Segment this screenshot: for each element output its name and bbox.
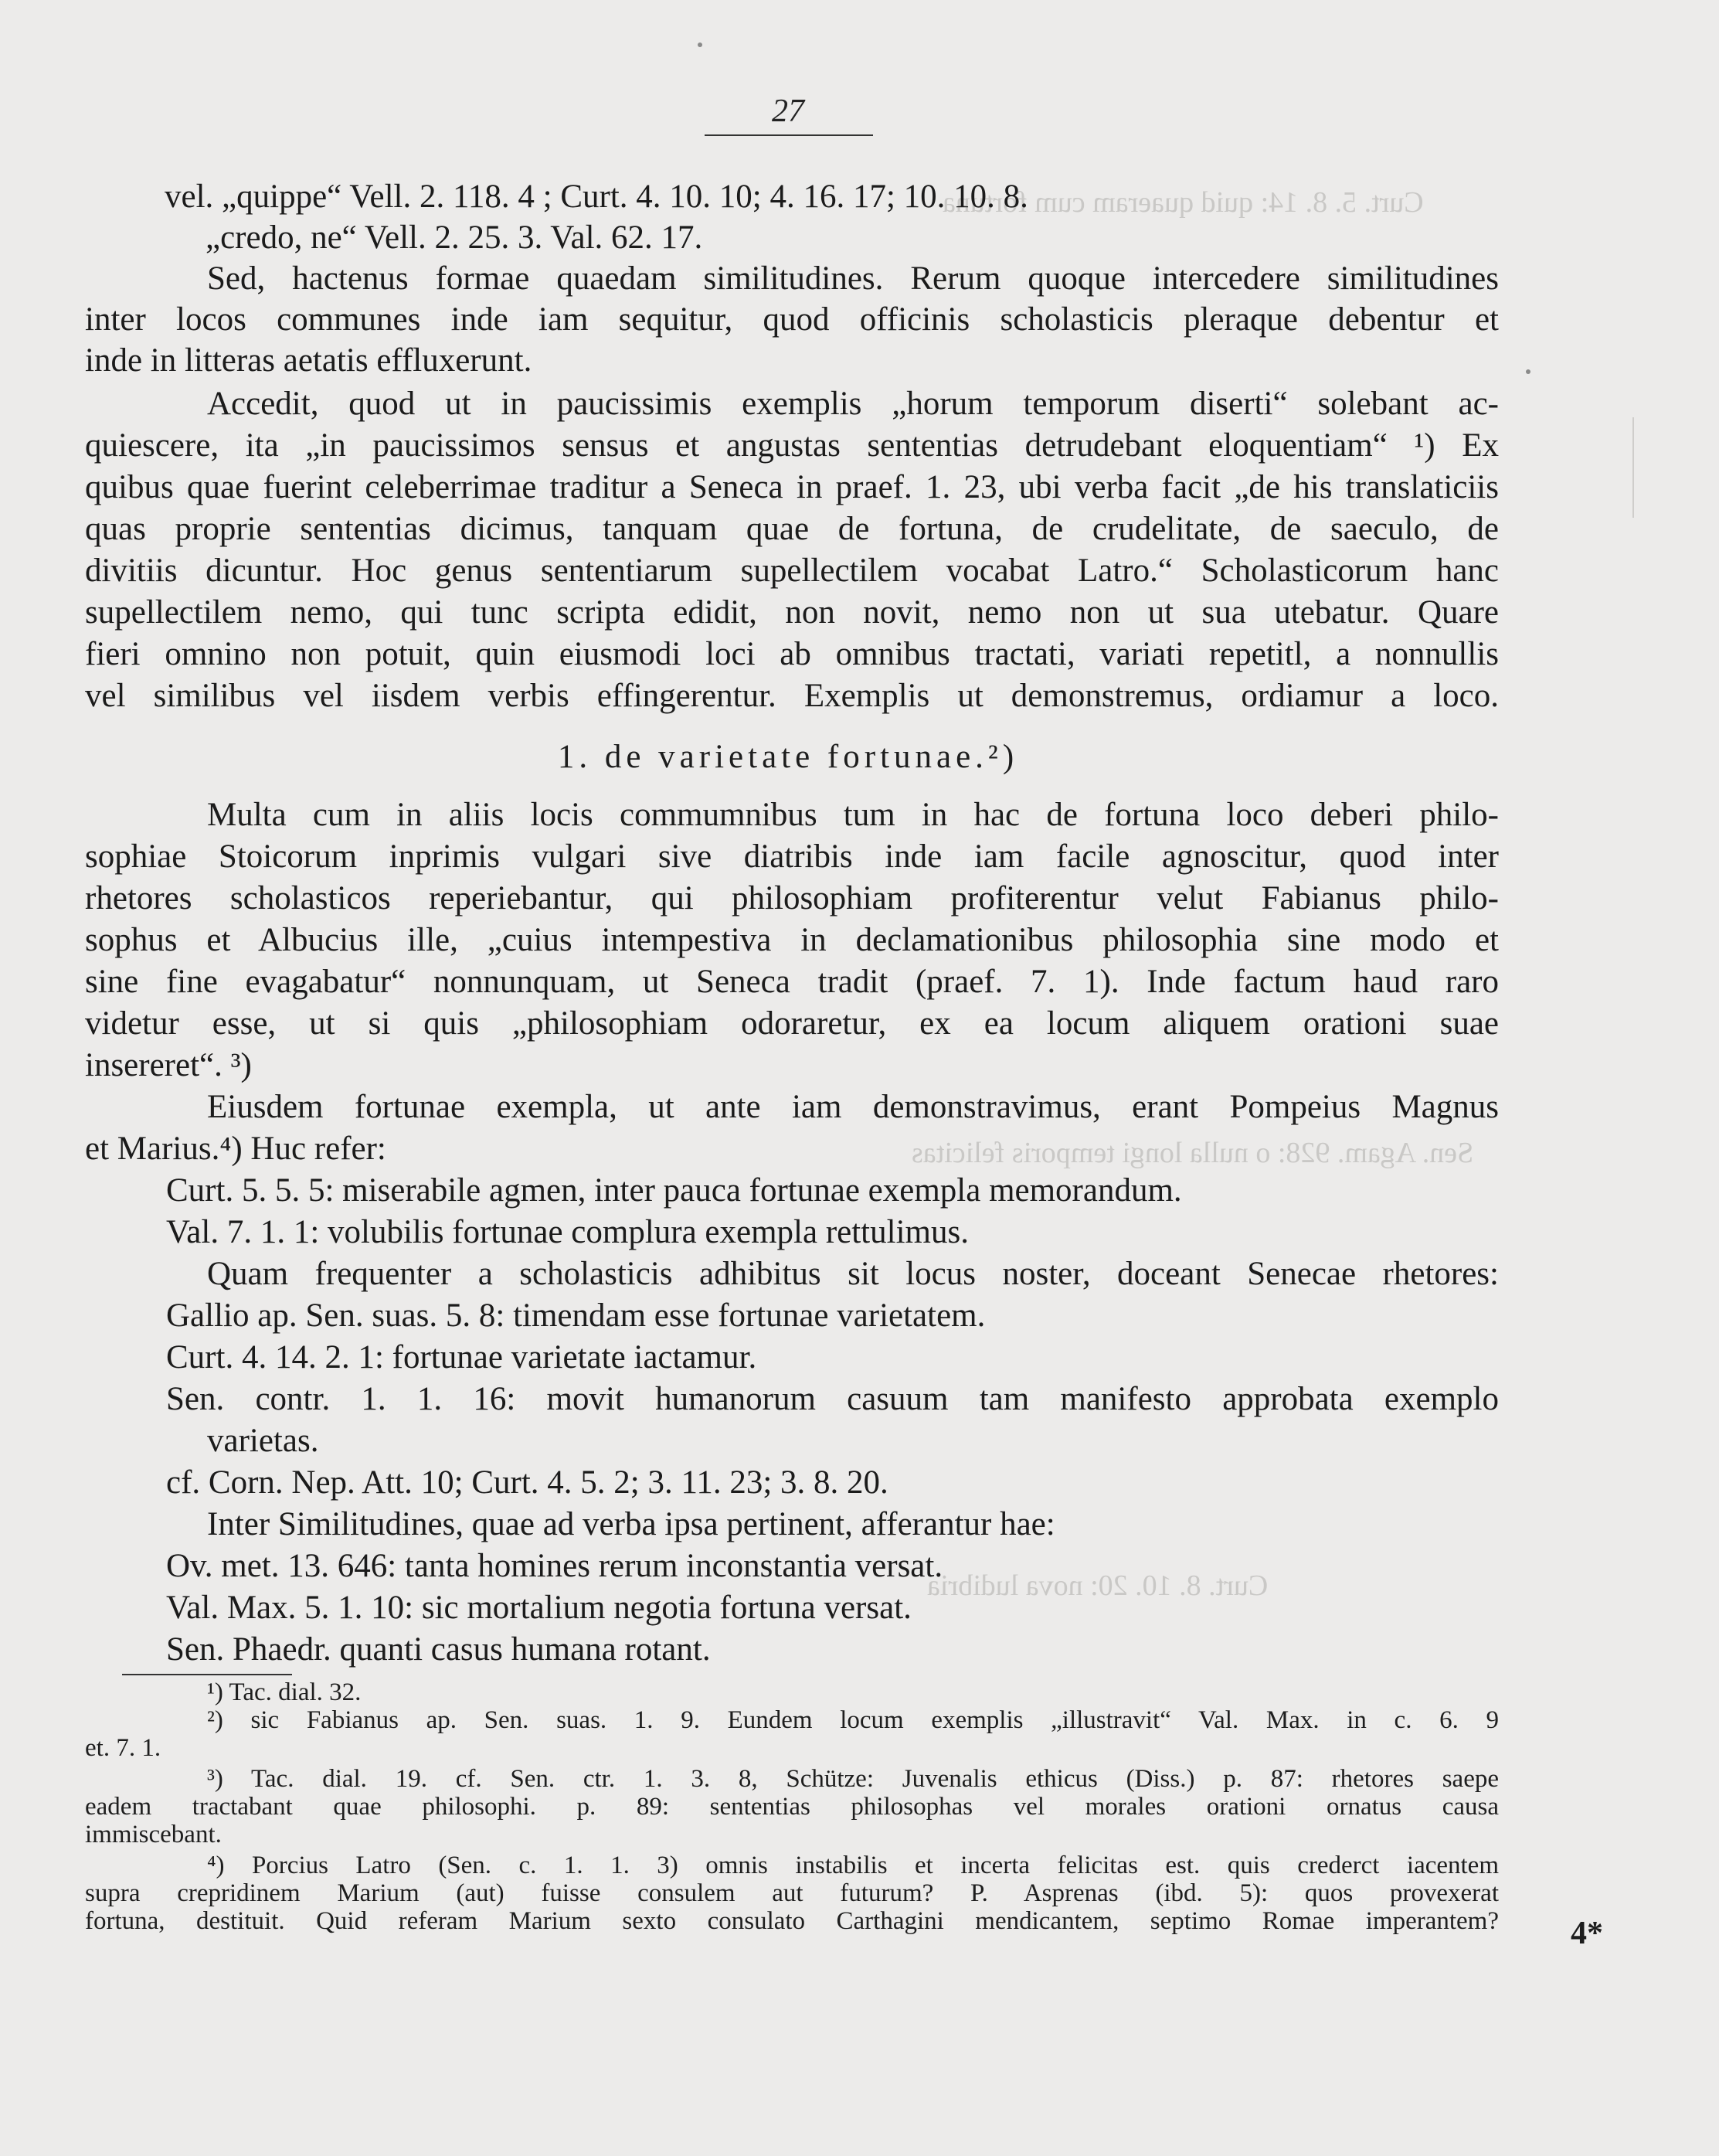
section-heading: 1. de varietate fortunae.²) xyxy=(557,739,1019,775)
text-line: inter locos communes inde iam sequitur, quod officinis scholasticis pleraque debentur et xyxy=(85,301,1499,338)
text-line: vel. „quippe“ Vell. 2. 118. 4 ; Curt. 4. 10. 10; 4. 16. 17; 10. 10. 8. xyxy=(165,179,1028,215)
text-line: videtur esse, ut si quis „philosophiam odoraretur, ex ea locum aliquem orationi suae xyxy=(85,1005,1499,1042)
footnote-line: supra crepridinem Marium (aut) fuisse consulem aut futurum? P. Asprenas (ibd. 5): quos provexerat xyxy=(85,1879,1499,1907)
text-line: insereret“. ³) xyxy=(85,1047,252,1083)
text-line: Sed, hactenus formae quaedam similitudines. Rerum quoque intercedere similitudines xyxy=(207,260,1499,297)
page-number: 27 xyxy=(772,94,804,129)
show-through-text: Sen. Agam. 928: o nulla longi temporis felicitas xyxy=(912,1137,1474,1169)
text-line: Quam frequenter a scholasticis adhibitus sit locus noster, doceant Senecae rhetores: xyxy=(207,1256,1499,1292)
text-line: Sen. Phaedr. quanti casus humana rotant. xyxy=(166,1631,711,1668)
text-line: quibus quae fuerint celeberrimae traditur a Seneca in praef. 1. 23, ubi verba facit „de his translaticiis xyxy=(85,469,1499,505)
scan-streak xyxy=(1632,417,1634,518)
text-line: Val. Max. 5. 1. 10: sic mortalium negotia fortuna versat. xyxy=(166,1590,912,1626)
text-line: inde in litteras aetatis effluxerunt. xyxy=(85,342,532,379)
text-line: quas proprie sententias dicimus, tanquam quae de fortuna, de crudelitate, de saeculo, de xyxy=(85,511,1499,547)
footnote-line: eadem tractabant quae philosophi. p. 89: sententias philosophas vel morales orationi ornatus causa xyxy=(85,1793,1499,1821)
footnote-line: immiscebant. xyxy=(85,1821,222,1848)
footnote-line: ⁴) Porcius Latro (Sen. c. 1. 1. 3) omnis instabilis et incerta felicitas est. quis crederct iacentem xyxy=(207,1852,1499,1879)
text-line: Val. 7. 1. 1: volubilis fortunae complura exempla rettulimus. xyxy=(166,1214,969,1250)
text-line: supellectilem nemo, qui tunc scripta edidit, non novit, nemo non ut sua utebatur. Quare xyxy=(85,594,1499,631)
signature-mark: 4* xyxy=(1571,1916,1603,1951)
text-line: vel similibus vel iisdem verbis effingerentur. Exemplis ut demonstremus, ordiamur a loco. xyxy=(85,678,1499,714)
text-line: sine fine evagabatur“ nonnunquam, ut Seneca tradit (praef. 7. 1). Inde factum haud raro xyxy=(85,964,1499,1000)
footnote-line: fortuna, destituit. Quid referam Marium sexto consulato Carthagini mendicantem, septimo Romae imperantem? xyxy=(85,1907,1499,1935)
text-line: et Marius.⁴) Huc refer: xyxy=(85,1131,386,1167)
text-line: Curt. 5. 5. 5: miserabile agmen, inter pauca fortunae exempla memorandum. xyxy=(166,1172,1182,1209)
text-line: „credo, ne“ Vell. 2. 25. 3. Val. 62. 17. xyxy=(206,219,703,256)
text-line: Inter Similitudines, quae ad verba ipsa pertinent, afferantur hae: xyxy=(207,1506,1055,1542)
text-line: fieri omnino non potuit, quin eiusmodi loci ab omnibus tractati, variati repetitl, a nonnullis xyxy=(85,636,1499,672)
footnote-line: et. 7. 1. xyxy=(85,1734,161,1762)
header-rule xyxy=(705,134,873,136)
text-line: Multa cum in aliis locis commumnibus tum in hac de fortuna loco deberi philo- xyxy=(207,797,1499,833)
text-line: sophiae Stoicorum inprimis vulgari sive diatribis inde iam facile agnoscitur, quod inter xyxy=(85,838,1499,875)
text-line: cf. Corn. Nep. Att. 10; Curt. 4. 5. 2; 3. 11. 23; 3. 8. 20. xyxy=(166,1464,888,1501)
text-line: varietas. xyxy=(207,1423,319,1459)
text-line: Accedit, quod ut in paucissimis exemplis „horum temporum diserti“ solebant ac- xyxy=(207,386,1499,422)
footnote-rule xyxy=(122,1674,292,1675)
text-line: quiescere, ita „in paucissimos sensus et angustas sententias detrudebant eloquentiam“ ¹) Ex xyxy=(85,427,1499,464)
footnote-line: ²) sic Fabianus ap. Sen. suas. 1. 9. Eundem locum exemplis „illustravit“ Val. Max. in c. 6. 9 xyxy=(207,1706,1499,1734)
text-line: Gallio ap. Sen. suas. 5. 8: timendam esse fortunae varietatem. xyxy=(166,1297,986,1334)
text-line: Sen. contr. 1. 1. 16: movit humanorum casuum tam manifesto approbata exemplo xyxy=(166,1381,1499,1417)
text-line: divitiis dicuntur. Hoc genus sententiarum supellectilem vocabat Latro.“ Scholasticorum hanc xyxy=(85,553,1499,589)
footnote-line: ¹) Tac. dial. 32. xyxy=(207,1678,362,1706)
scan-speck xyxy=(1526,369,1530,374)
text-line: Curt. 4. 14. 2. 1: fortunae varietate iactamur. xyxy=(166,1339,757,1376)
show-through-text: Curt. 8. 10. 20: nova ludibria xyxy=(927,1569,1269,1602)
text-line: sophus et Albucius ille, „cuius intempestiva in declamationibus philosophia sine modo et xyxy=(85,922,1499,958)
footnote-line: ³) Tac. dial. 19. cf. Sen. ctr. 1. 3. 8, Schütze: Juvenalis ethicus (Diss.) p. 87: rhetores saepe xyxy=(207,1765,1499,1793)
text-line: rhetores scholasticos reperiebantur, qui philosophiam profiterentur velut Fabianus philo- xyxy=(85,880,1499,916)
show-through-text: Curt. 5. 8. 14: quid quaeram cum fortuna xyxy=(943,186,1424,219)
text-line: Eiusdem fortunae exempla, ut ante iam demonstravimus, erant Pompeius Magnus xyxy=(207,1089,1499,1125)
text-line: Ov. met. 13. 646: tanta homines rerum inconstantia versat. xyxy=(166,1548,943,1584)
scan-speck xyxy=(698,43,702,47)
